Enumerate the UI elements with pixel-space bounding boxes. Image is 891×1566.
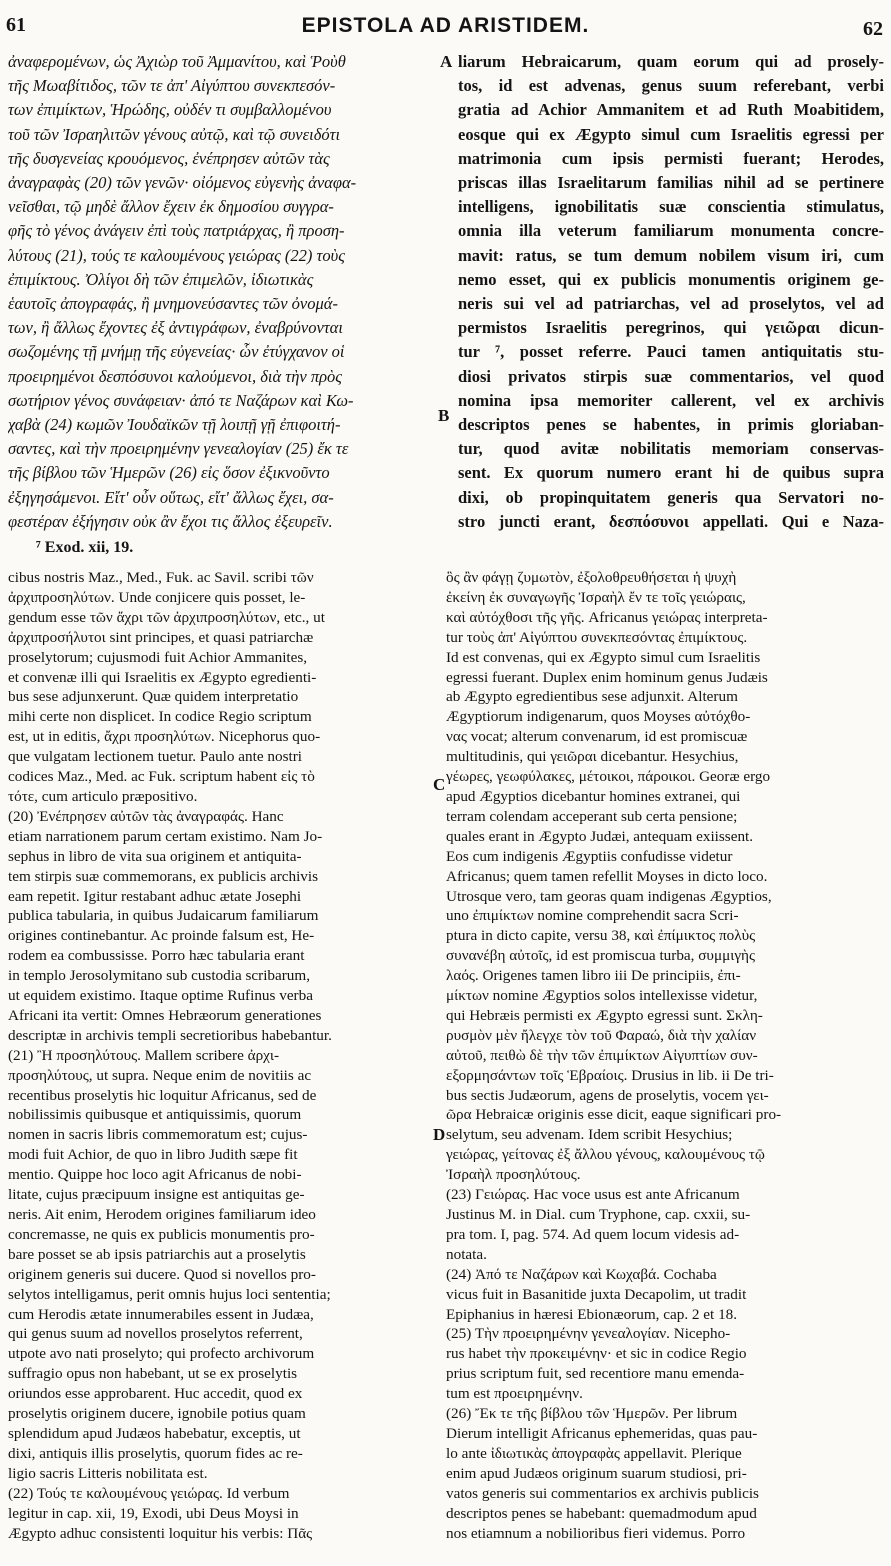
text-line: oriundos esse approbarent. Huc accedit, quod ex [8, 1385, 303, 1403]
text-line: terram colendam acceperant sub certa pensione; [446, 807, 738, 825]
text-line: mentio. Quippe hoc loco agit Africanus de nobi- [8, 1166, 302, 1184]
text-line: selytos intelligamus, perit omnis hujus loci sententia; [8, 1285, 331, 1303]
text-line: νεῖσθαι, τῷ μηδὲ ἄλλον ἔχειν ἐκ δημοσίου συγγρα- [8, 197, 334, 217]
text-line: qui Hebræis permisti ex Ægypto egressi sunt. Σκλη- [446, 1006, 763, 1024]
text-line: vatos generis sui commentarios ex archivis publicis [446, 1484, 759, 1502]
text-line: pra tom. I, pag. 574. Ad quem locum videsis ad- [446, 1225, 740, 1243]
text-line: tos, id est advenas, genus suum referebant, verbi [458, 76, 884, 96]
text-line: modi fuit Achior, de quo in libro Judith sæpe fit [8, 1146, 298, 1164]
text-line: αὐτοῦ, πειθὼ δὲ τὴν τῶν ἐπιμίκτων Αἰγυπτίων συν- [446, 1046, 758, 1064]
text-line: ἀρχιπροσήλυτοι sint principes, et quasi patriarchæ [8, 628, 314, 646]
page-number-right: 62 [863, 18, 883, 40]
text-line: sent. Ex quorum numero erant hi de quibus supra [458, 463, 884, 483]
text-line: omnia illa veterum familiarum monumenta concre- [458, 221, 884, 241]
text-line: proselytorum; cujusmodi fuit Achior Ammanites, [8, 648, 308, 666]
text-line: Id est convenas, qui ex Ægypto simul cum Israelitis [446, 648, 761, 666]
text-line: legitur in cap. xii, 19, Exodi, ubi Deus Moysi in [8, 1504, 299, 1522]
text-line: cum Herodis ætate innumerabiles essent in Judæa, [8, 1305, 314, 1323]
text-line: proselytis originem ducere, ignobile potius quam [8, 1405, 306, 1423]
text-line: bus sese adjunxerunt. Quæ quidem interpretatio [8, 688, 299, 706]
text-line: litate, cujus præcipuum insigne est antiquitas ge- [8, 1186, 305, 1204]
text-line: lo ante ἰδιωτικὰς ἀπογραφὰς appellavit. Plerique [446, 1444, 742, 1462]
text-line: uno ἐπιμίκτων nomine comprehendit sacra Scri- [446, 907, 739, 925]
text-line: selytum, seu advenam. Idem scribit Hesychius; [446, 1126, 733, 1144]
text-line: gratia ad Achior Ammanitem et ad Ruth Moabitidem, [458, 100, 884, 120]
text-line: egressi fuerant. Duplex enim hominum genus Judæis [446, 668, 768, 686]
text-line: mavit: ratus, se tum demum nobilem visum iri, cum [458, 245, 884, 265]
text-line: (23) Γειώρας. Hac voce usus est ante Africanum [446, 1186, 740, 1204]
text-line: ptura in dicto capite, versu 38, καὶ ἐπίμικτος πολὺς [446, 927, 756, 945]
text-line: tem stirpis suæ commemorans, ex publicis archivis [8, 867, 319, 885]
text-line: σαντες, καὶ τὴν προειρημένην γενεαλογίαν (25) ἔκ τε [8, 439, 349, 459]
text-line: Utrosque vero, tam georas quam indigenas Ægyptios, [446, 887, 772, 905]
text-line: των, ἢ ἄλλως ἔχοντες ἐξ ἀντιγράφων, ἐναβρύνονται [8, 318, 343, 338]
text-line: σωτήριον γένος συνάφειαν· ἀπό τε Ναζάρων καὶ Κω- [8, 390, 354, 410]
text-line: Ἰσραὴλ προσηλύτους. [446, 1166, 581, 1184]
text-line: nomen in sacris libris commemoratum est; cujus- [8, 1126, 308, 1144]
text-line: tum est προειρημένην. [446, 1385, 583, 1403]
text-line: tur ⁷, posset referre. Pauci tamen antiquitatis stu- [458, 342, 884, 362]
text-line: (24) Ἀπό τε Ναζάρων καὶ Κωχαβά. Cochaba [446, 1265, 717, 1283]
text-line: tur, quod avitæ nobilitatis memoriam conservas- [458, 439, 884, 459]
text-line: originem generis sui ducere. Quod si novellos pro- [8, 1265, 316, 1283]
footnote: ⁷ Exod. xii, 19. [36, 539, 134, 556]
text-line: Dierum intelligit Africanus ephemeridas, quas pau- [446, 1424, 758, 1442]
text-line: Ægypto adhuc consistenti loquitur his verbis: Πᾶς [8, 1524, 313, 1542]
text-line: dixi, antiquis illis proselytis, quorum fides ac re- [8, 1444, 303, 1462]
text-line: eosque qui ex Ægypto simul cum Israelitis egressi per [458, 124, 884, 144]
notes-column-left [8, 568, 430, 1564]
text-line: que vulgatam lectionem tuetur. Paulo ante nostri [8, 748, 302, 766]
text-line: nemo esset, qui ex publicis monumentis originem ge- [458, 269, 884, 289]
text-line: descriptos penes se habebant: quemadmodum apud [446, 1504, 757, 1522]
text-line: suffragio opus non habebant, ut se ex proselytis [8, 1365, 298, 1383]
text-line: ἐκείνη ἐκ συναγωγῆς Ἰσραὴλ ἔν τε τοῖς γειώραις, [446, 588, 746, 606]
text-line: permistos Israelitis peregrinos, qui γειῶραι dicun- [458, 318, 884, 338]
text-line: gendum esse τῶν ἄχρι τῶν ἀρχιπροσηλύτων, etc., ut [8, 608, 325, 626]
text-line: τῆς Μωαβίτιδος, τῶν τε ἀπ' Αἰγύπτου συνεκπεσόν- [8, 76, 336, 96]
text-line: rodem ea combussisse. Porro hæc tabularia erant [8, 947, 305, 965]
text-line: origines continebantur. Ac proinde falsum est, He- [8, 927, 315, 945]
text-line: (26) Ἔκ τε τῆς βίβλου τῶν Ἡμερῶν. Per librum [446, 1405, 738, 1423]
text-line: liarum Hebraicarum, quam eorum qui ad prosely- [458, 52, 884, 71]
text-line: in templo Jerosolymitano sub custodia scribarum, [8, 967, 311, 985]
text-line: priscas illas Israelitarum familias nihil ad se pertinere [458, 173, 884, 193]
margin-letter-d: D [433, 1125, 446, 1144]
text-line: νας vocat; alterum convenarum, id est promiscuæ [446, 728, 748, 746]
text-line: splendidum apud Judæos habebatur, exceptis, ut [8, 1424, 301, 1442]
text-line: Africanus; quem tamen refellit Moyses in dicto loco. [446, 867, 768, 885]
text-line: γειώρας, γείτονας ἐξ ἄλλου γένους, καλουμένους τῷ [446, 1146, 765, 1164]
text-line: σωζομένης τῇ μνήμῃ τῆς εὐγενείας· ὧν ἐτύγχανον οἱ [8, 342, 345, 362]
text-line: bare posset se ab ipsis patriarchis aut a proselytis [8, 1245, 306, 1263]
text-line: μίκτων nomine Ægyptios solos intellexisse videtur, [446, 987, 758, 1005]
text-line: eam repetit. Igitur restabant adhuc ætate Josephi [8, 887, 302, 905]
text-line: ἀρχιπροσηλύτων. Unde conjicere quis posset, le- [8, 588, 306, 606]
text-line: sephus in libro de vita sua originem et antiquita- [8, 847, 302, 865]
text-line: ἐπιμίκτους. Ὀλίγοι δὴ τῶν ἐπιμελῶν, ἰδιωτικὰς [8, 269, 314, 289]
text-line: λύτους (21), τούς τε καλουμένους γειώρας (22) τοὺς [8, 245, 345, 265]
text-line: qui genus suum ad novellos proselytos referrent, [8, 1325, 303, 1343]
text-line: descriptæ in archivis templi secretioribus habebantur. [8, 1026, 332, 1044]
text-line: (25) Τὴν προειρημένην γενεαλογίαν. Nicepho- [446, 1325, 731, 1343]
page-number-left: 61 [6, 14, 26, 36]
running-title: EPISTOLA AD ARISTIDEM. [301, 14, 590, 37]
text-line: multitudinis, qui γειῶραι dicebantur. Hesychius, [446, 748, 739, 766]
text-line: ῶρα Hebraicæ originis esse dicit, eaque significari pro- [446, 1106, 782, 1124]
text-line: Eos cum indigenis Ægyptiis confudisse videtur [446, 847, 733, 865]
text-line: ab Ægypto egredientibus sese adjunxit. Alterum [446, 688, 738, 706]
text-line: apud Ægyptios dicebantur homines extranei, qui [446, 787, 741, 805]
text-line: Epiphanius in hæresi Ebionæorum, cap. 2 et 18. [446, 1305, 738, 1323]
text-line: λαός. Origenes tamen libro iii De principiis, ἐπι- [446, 967, 741, 985]
page-header [0, 4, 891, 44]
text-line: (22) Τούς τε καλουμένους γειώρας. Id verbum [8, 1484, 290, 1502]
text-line: Ægyptiorum indigenarum, quos Moyses αὐτόχθο- [446, 708, 751, 726]
text-line: γέωρες, γεωφύλακες, μέτοικοι, πάροικοι. Georæ ergo [446, 768, 771, 786]
text-line: et convenæ illi qui Israelitis ex Ægypto egredienti- [8, 668, 317, 686]
text-line: ὃς ἂν φάγῃ ζυμωτὸν, ἐξολοθρευθήσεται ἡ ψυχὴ [446, 569, 737, 586]
text-line: nos etiamnum a nobilioribus fieri videmus. Porro [446, 1524, 746, 1542]
text-line: Africani ita vertit: Omnes Hebræorum generationes [8, 1006, 322, 1024]
text-line: neris sui vel ad patriarchas, vel ad proselytos, vel ad [458, 294, 884, 314]
text-line: concremasse, ne quis ex publicis monumentis pro- [8, 1225, 315, 1243]
text-line: intelligens, ignobilitatis suæ conscientia stimulatus, [458, 197, 884, 217]
text-line: τῆς δυσγενείας κρουόμενος, ἐνέπρησεν αὐτῶν τὰς [8, 148, 330, 168]
text-line: nomina ipsa memoriter callerent, vel ex archivis [458, 390, 884, 410]
text-line: χαβὰ (24) κωμῶν Ἰουδαϊκῶν τῇ λοιπῇ γῇ ἐπιφοιτή- [8, 415, 341, 435]
text-line: est, ut in editis, ἄχρι προσηλύτων. Nicephorus quo- [8, 728, 321, 746]
text-line: mihi certe non displicet. In codice Regio scriptum [8, 708, 312, 726]
text-line: nobilissimis quibusque et antiquissimis, quorum [8, 1106, 302, 1124]
margin-letter-b: B [438, 406, 450, 425]
text-line: tur τοὺς ἀπ' Αἰγύπτου συνεκπεσόντας ἐπιμίκτους. [446, 628, 748, 646]
text-line: ἐξηγησάμενοι. Εἴτ' οὖν οὕτως, εἴτ' ἄλλως ἔχει, σα- [8, 487, 334, 507]
latin-translation-column [458, 50, 884, 535]
text-line: quales erant in Ægypto Judæi, antequam exiissent. [446, 827, 754, 845]
margin-letter-a: A [440, 52, 453, 71]
text-line: etiam narrationem parum certam existimo. Nam Jo- [8, 827, 323, 845]
text-line: συνανέβη αὐτοῖς, id est promiscua turba, συμμιγὴς [446, 947, 755, 965]
notes-column-right [446, 568, 886, 1564]
text-line: neris. Ait enim, Herodem origines familiarum ideo [8, 1206, 316, 1223]
text-line: προσηλύτους, ut supra. Neque enim de novitiis ac [8, 1066, 312, 1084]
text-line: τοῦ τῶν Ἰσραηλιτῶν γένους αὐτῷ, καὶ τῷ συνειδότι [8, 124, 341, 144]
text-line: rus habet τὴν προκειμένην· et sic in codice Regio [446, 1345, 747, 1363]
text-line: εξορμησάντων τοῖς Ἑβραίοις. Drusius in lib. ii De tri- [446, 1066, 774, 1084]
greek-text-column [8, 50, 440, 535]
text-line: τότε, cum articulo præpositivo. [8, 787, 198, 805]
text-line: των ἐπιμίκτων, Ἡρώδης, οὐδέν τι συμβαλλομένου [8, 100, 332, 120]
text-line: καὶ αὐτόχθοσι τῆς γῆς. Africanus γειώρας interpreta- [446, 608, 768, 626]
text-line: enim apud Judæos originum suarum studiosi, pri- [446, 1464, 747, 1482]
text-line: (20) Ἐνέπρησεν αὐτῶν τὰς ἀναγραφάς. Hanc [8, 807, 284, 825]
text-line: ἀναγραφὰς (20) τῶν γενῶν· οἰόμενος εὐγενὴς ἀναφα- [8, 173, 357, 193]
text-line: τῆς βίβλου τῶν Ἡμερῶν (26) εἰς ὅσον ἐξικνοῦντο [8, 463, 330, 483]
margin-letter-c: C [433, 775, 446, 794]
text-line: utpote avo nati proselyto; qui profecto archivorum [8, 1345, 315, 1363]
text-line: codices Maz., Med. ac Fuk. scriptum habent εἰς τὸ [8, 768, 315, 786]
text-line: ligio sacris Litteris nobilitata est. [8, 1464, 208, 1482]
text-line: ἀναφερομένων, ὡς Ἀχιὼρ τοῦ Ἀμμανίτου, καὶ Ῥοὺθ [8, 52, 346, 71]
text-line: Justinus M. in Dial. cum Tryphone, cap. cxxii, su- [446, 1206, 751, 1223]
text-line: φεστέραν ἐξήγησιν οὐκ ἂν ἔχοι τις ἄλλος ἐξευρεῖν. [8, 511, 333, 531]
text-line: bus sectis Judæorum, agens de proselytis, vocem γει- [446, 1086, 769, 1104]
text-line: recentibus proselytis hic loquitur Africanus, sed de [8, 1086, 317, 1104]
text-line: notata. [446, 1245, 487, 1263]
text-line: descriptos penes se habentes, in primis gloriaban- [458, 415, 884, 435]
text-line: matrimonia cum ipsis permisti fuerant; Herodes, [458, 148, 884, 168]
text-line: ut equidem existimo. Itaque optime Rufinus verba [8, 987, 313, 1005]
text-line: φῆς τὸ γένος ἀνάγειν ἐπὶ τοὺς πατριάρχας, ἢ προση- [8, 221, 345, 241]
text-line: προειρημένοι δεσπόσυνοι καλούμενοι, διὰ τὴν πρὸς [8, 366, 342, 386]
text-line: dixi, ob propinquitatem generis qua Servatori no- [458, 487, 884, 507]
text-line: cibus nostris Maz., Med., Fuk. ac Savil. scribi τῶν [8, 569, 314, 586]
text-line: diosi privatos stirpis suæ commentarios, vel quod [458, 366, 884, 386]
text-line: stro juncti erant, δεσπόσυνοι appellati. Qui e Naza- [458, 511, 884, 531]
text-line: vicus fuit in Basanitide juxta Decapolim, ut tradit [446, 1285, 747, 1303]
text-line: publica tabularia, in quibus Judaicarum familiarum [8, 907, 319, 925]
text-line: (21) Ἢ προσηλύτους. Mallem scribere ἀρχι- [8, 1046, 280, 1064]
text-line: ἑαυτοῖς ἀπογραφάς, ἢ μνημονεύσαντες τῶν ὀνομά- [8, 294, 338, 314]
text-line: prius scriptum fuit, sed recentiore manu emenda- [446, 1365, 745, 1383]
text-line: ρυσμὸν μὲν ἤλεγχε τὸν τοῦ Φαραώ, διὰ τὴν χαλίαν [446, 1026, 757, 1044]
